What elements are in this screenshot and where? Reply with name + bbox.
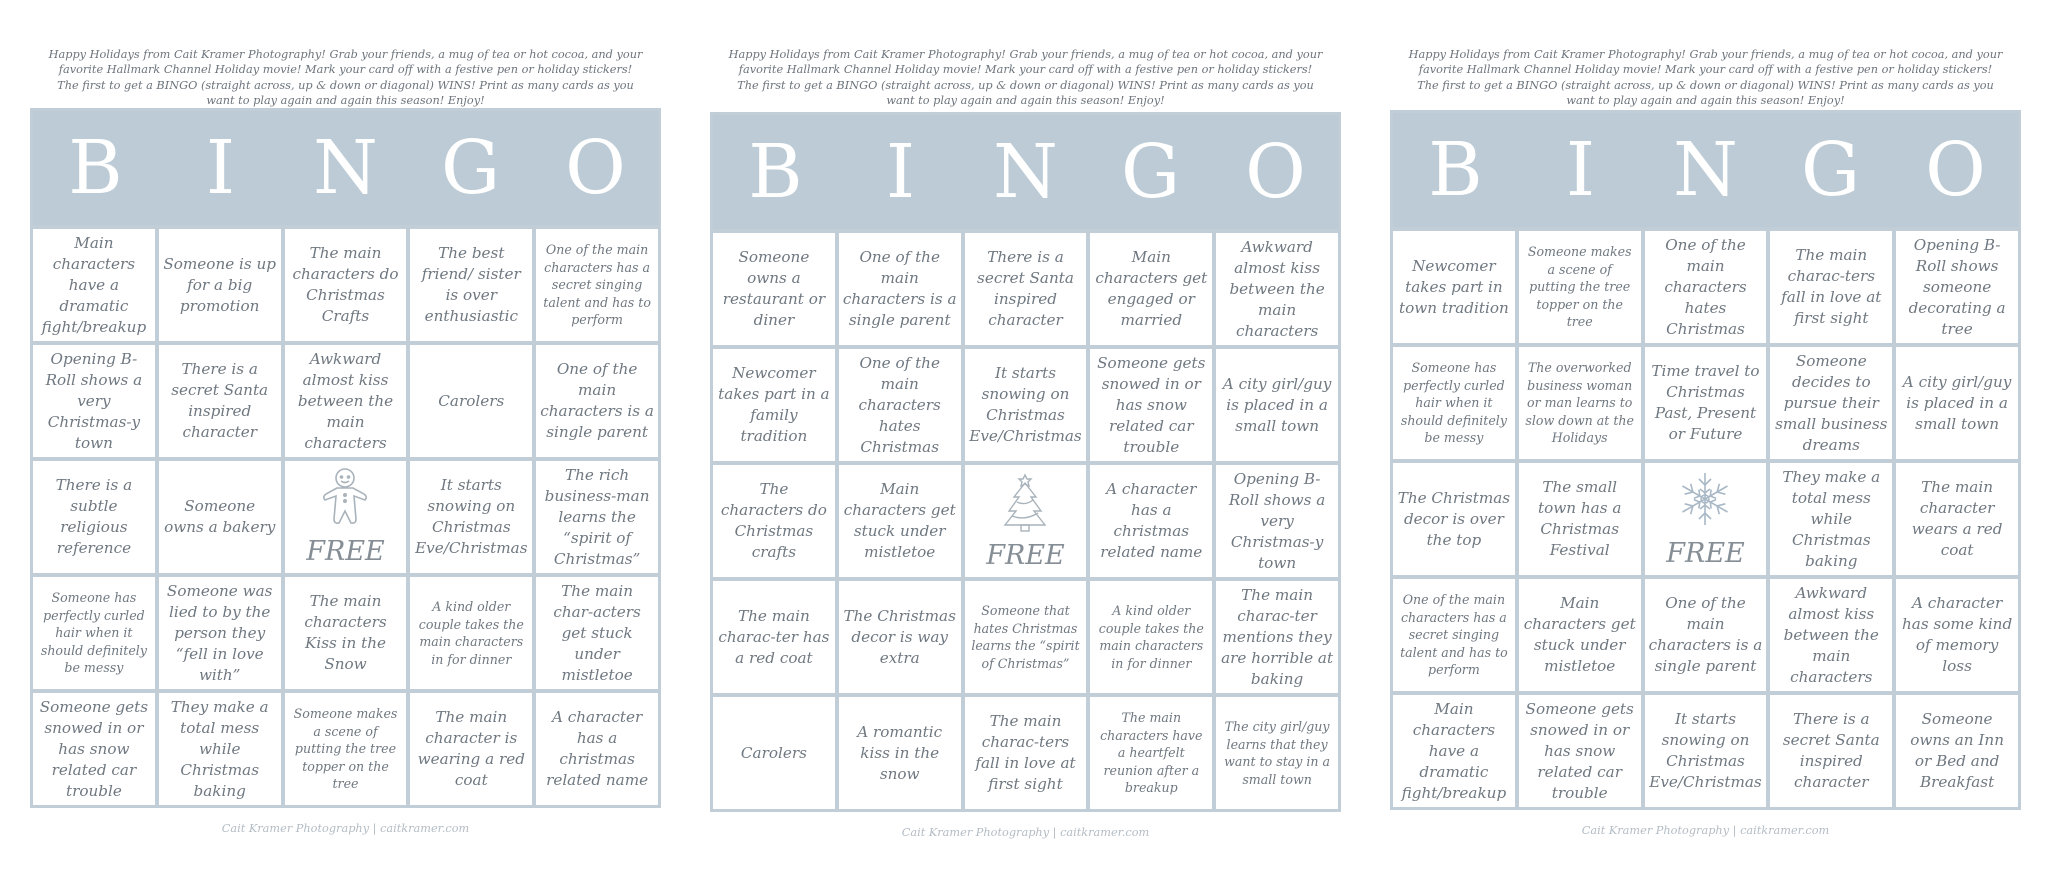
bingo-cell[interactable]: Main characters get stuck under mistletoe [839,465,961,577]
bingo-cell[interactable]: Opening B-Roll shows a very Christmas-y town [1216,465,1338,577]
header-letter-n: N [313,125,378,211]
footer-credit: Cait Kramer Photography | caitkramer.com [1581,824,1830,837]
header-letter-b: B [68,125,123,211]
bingo-cell[interactable]: A city girl/guy is placed in a small town [1896,347,2018,459]
bingo-cell[interactable]: There is a secret Santa inspired character [965,233,1087,345]
bingo-cell[interactable]: Carolers [410,345,532,457]
bingo-board [1390,110,2021,810]
header-letter-n: N [1673,127,1738,213]
bingo-cell[interactable]: There is a secret Santa inspired character [1770,695,1892,807]
bingo-cell[interactable]: Main characters have a dramatic fight/breakup [33,229,155,341]
bingo-cell[interactable]: Newcomer takes part in a family tradition [713,349,835,461]
bingo-cell[interactable]: Someone has perfectly curled hair when it should definitely be messy [33,577,155,689]
bingo-board [710,112,1341,812]
bingo-header [33,111,658,225]
bingo-cell[interactable]: Someone gets snowed in or has snow related car trouble [33,693,155,805]
bingo-header [713,115,1338,229]
bingo-cell[interactable]: Someone owns an Inn or Bed and Breakfast [1896,695,2018,807]
header-letter-o: O [565,125,626,211]
bingo-cell[interactable]: One of the main characters has a secret singing talent and has to perform [536,229,658,341]
bingo-cell[interactable]: One of the main characters is a single parent [536,345,658,457]
bingo-cell[interactable]: Someone gets snowed in or has snow related car trouble [1519,695,1641,807]
bingo-cell[interactable]: Awkward almost kiss between the main characters [1216,233,1338,345]
bingo-card-2 [710,0,1341,886]
bingo-cell[interactable]: Carolers [713,697,835,809]
bingo-cell[interactable]: The Christmas decor is over the top [1393,463,1515,575]
bingo-cell[interactable]: A romantic kiss in the snow [839,697,961,809]
bingo-cell[interactable]: The rich business-man learns the “spirit of Christmas” [536,461,658,573]
bingo-cell[interactable]: A character has some kind of memory loss [1896,579,2018,691]
bingo-cell[interactable]: Opening B-Roll shows a very Christmas-y town [33,345,155,457]
bingo-cell[interactable]: Someone makes a scene of putting the tree topper on the tree [285,693,407,805]
bingo-cell[interactable]: The main charac-ters fall in love at first sight [1770,231,1892,343]
bingo-cell[interactable]: Awkward almost kiss between the main characters [285,345,407,457]
gingerbread-man-icon [318,467,372,535]
bingo-cell[interactable]: Main characters have a dramatic fight/breakup [1393,695,1515,807]
bingo-cell[interactable]: It starts snowing on Christmas Eve/Christmas [1645,695,1767,807]
bingo-cell[interactable]: There is a secret Santa inspired character [159,345,281,457]
bingo-cell[interactable]: The main charac-ter mentions they are horrible at baking [1216,581,1338,693]
bingo-cell[interactable]: Someone decides to pursue their small business dreams [1770,347,1892,459]
header-letter-i: I [885,129,916,215]
header-letter-o: O [1245,129,1306,215]
bingo-grid [713,229,1338,809]
bingo-cell[interactable]: The best friend/ sister is over enthusiastic [410,229,532,341]
header-letter-b: B [748,129,803,215]
bingo-grid [1393,227,2018,807]
bingo-cell[interactable]: The main charac-ter has a red coat [713,581,835,693]
bingo-cell[interactable]: A character has a christmas related name [1090,465,1212,577]
footer-credit: Cait Kramer Photography | caitkramer.com [901,826,1150,839]
bingo-cell[interactable]: They make a total mess while Christmas baking [159,693,281,805]
bingo-card-1 [30,0,661,886]
header-letter-b: B [1428,127,1483,213]
bingo-cell[interactable]: The overworked business woman or man learns to slow down at the Holidays [1519,347,1641,459]
bingo-cell[interactable]: Awkward almost kiss between the main characters [1770,579,1892,691]
bingo-cell[interactable]: Someone owns a restaurant or diner [713,233,835,345]
bingo-header [1393,113,2018,227]
intro-text: Happy Holidays from Cait Kramer Photography! Grab your friends, a mug of tea or hot cocoa, and your favorite Hallmark Channel Holiday movie! Mark your card off with a festive pen or holiday stickers! The first to get a BINGO (straight across, up & down or diagonal) WINS! Print as many cards as you want to play again and again this season! Enjoy! [728,48,1323,108]
header-letter-o: O [1925,127,1986,213]
bingo-cell[interactable]: One of the main characters is a single parent [839,233,961,345]
free-space[interactable] [965,465,1087,577]
bingo-card-3 [1390,0,2021,886]
bingo-cell[interactable]: Someone makes a scene of putting the tree topper on the tree [1519,231,1641,343]
header-letter-g: G [1800,127,1861,213]
bingo-cell[interactable]: Someone gets snowed in or has snow related car trouble [1090,349,1212,461]
bingo-cell[interactable]: It starts snowing on Christmas Eve/Christmas [410,461,532,573]
bingo-cell[interactable]: They make a total mess while Christmas baking [1770,463,1892,575]
bingo-cell[interactable]: Newcomer takes part in town tradition [1393,231,1515,343]
bingo-cell[interactable]: Main characters get stuck under mistletoe [1519,579,1641,691]
free-label: FREE [986,540,1065,571]
free-label: FREE [1666,538,1745,569]
bingo-cell[interactable]: The main charac-ters fall in love at first sight [965,697,1087,809]
bingo-cell[interactable]: The main characters Kiss in the Snow [285,577,407,689]
bingo-cell[interactable]: Someone that hates Christmas learns the “spirit of Christmas” [965,581,1087,693]
header-letter-g: G [440,125,501,211]
free-space[interactable] [285,461,407,573]
snowflake-icon [1677,469,1733,537]
bingo-cell[interactable]: Time travel to Christmas Past, Present or Future [1645,347,1767,459]
bingo-board [30,108,661,808]
bingo-cell[interactable]: The main character wears a red coat [1896,463,2018,575]
bingo-cell[interactable]: Someone owns a bakery [159,461,281,573]
bingo-grid [33,225,658,805]
free-label: FREE [306,536,385,567]
intro-text: Happy Holidays from Cait Kramer Photography! Grab your friends, a mug of tea or hot cocoa, and your favorite Hallmark Channel Holiday movie! Mark your card off with a festive pen or holiday stickers! The first to get a BINGO (straight across, up & down or diagonal) WINS! Print as many cards as you want to play again and again this season! Enjoy! [1408,48,2003,108]
bingo-cell[interactable]: The main character is wearing a red coat [410,693,532,805]
bingo-cell[interactable]: The main characters have a heartfelt reunion after a breakup [1090,697,1212,809]
bingo-cell[interactable]: The Christmas decor is way extra [839,581,961,693]
bingo-cell[interactable]: Main characters get engaged or married [1090,233,1212,345]
bingo-cell[interactable]: It starts snowing on Christmas Eve/Christmas [965,349,1087,461]
header-letter-i: I [205,125,236,211]
bingo-cell[interactable]: Someone is up for a big promotion [159,229,281,341]
bingo-cell[interactable]: A kind older couple takes the main characters in for dinner [1090,581,1212,693]
header-letter-i: I [1565,127,1596,213]
bingo-cell[interactable]: One of the main characters is a single parent [1645,579,1767,691]
bingo-cell[interactable]: A city girl/guy is placed in a small town [1216,349,1338,461]
bingo-cell[interactable]: The main char-acters get stuck under mistletoe [536,577,658,689]
bingo-cell[interactable]: Someone was lied to by the person they “fell in love with” [159,577,281,689]
header-letter-n: N [993,129,1058,215]
bingo-cell[interactable]: Opening B-Roll shows someone decorating a tree [1896,231,2018,343]
bingo-cell[interactable]: There is a subtle religious reference [33,461,155,573]
bingo-cell[interactable]: One of the main characters has a secret singing talent and has to perform [1393,579,1515,691]
bingo-cell[interactable]: The small town has a Christmas Festival [1519,463,1641,575]
free-space[interactable] [1645,463,1767,575]
bingo-cell[interactable]: The main characters do Christmas Crafts [285,229,407,341]
bingo-cell[interactable]: A character has a christmas related name [536,693,658,805]
bingo-cell[interactable]: A kind older couple takes the main characters in for dinner [410,577,532,689]
header-letter-g: G [1120,129,1181,215]
intro-text: Happy Holidays from Cait Kramer Photography! Grab your friends, a mug of tea or hot cocoa, and your favorite Hallmark Channel Holiday movie! Mark your card off with a festive pen or holiday stickers! The first to get a BINGO (straight across, up & down or diagonal) WINS! Print as many cards as you want to play again and again this season! Enjoy! [48,48,643,108]
bingo-cell[interactable]: One of the main characters hates Christmas [839,349,961,461]
footer-credit: Cait Kramer Photography | caitkramer.com [221,822,470,835]
bingo-cell[interactable]: Someone has perfectly curled hair when it should definitely be messy [1393,347,1515,459]
bingo-cell[interactable]: The city girl/guy learns that they want to stay in a small town [1216,697,1338,809]
christmas-tree-icon [998,471,1052,539]
bingo-cell[interactable]: One of the main characters hates Christmas [1645,231,1767,343]
bingo-cell[interactable]: The characters do Christmas crafts [713,465,835,577]
